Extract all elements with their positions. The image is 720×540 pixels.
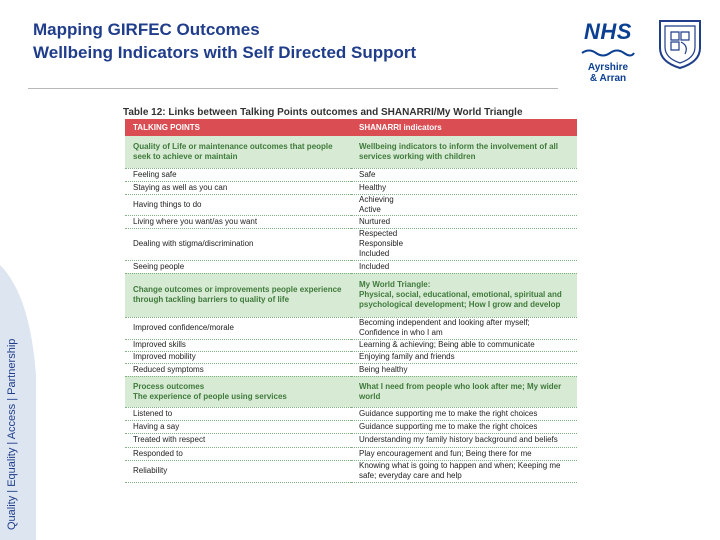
shanarri-cell: Healthy xyxy=(351,181,577,194)
shanarri-cell: Wellbeing indicators to inform the involvement of all services working with children xyxy=(351,136,577,168)
table-row xyxy=(125,447,577,460)
shanarri-cell: My World Triangle: Physical, social, educational, emotional, spiritual and psychological development; How I grow and develop xyxy=(351,273,577,317)
talking-points-cell: Process outcomes The experience of people using services xyxy=(125,376,351,407)
table-row xyxy=(125,194,577,215)
table-row xyxy=(125,376,577,407)
shanarri-cell: Nurtured xyxy=(351,215,577,228)
table-row xyxy=(125,363,577,376)
shanarri-cell: Knowing what is going to happen and when; Keeping me safe; everyday care and help xyxy=(351,460,577,482)
shanarri-cell: Understanding my family history background and beliefs xyxy=(351,433,577,447)
table-row xyxy=(125,339,577,351)
sidebar-tagline: Quality | Equality | Access | Partnership xyxy=(6,338,18,530)
talking-points-cell: Dealing with stigma/discrimination xyxy=(125,228,351,260)
nhs-wordmark: NHS xyxy=(584,19,632,44)
shanarri-cell: Learning & achieving; Being able to communicate xyxy=(351,339,577,351)
header-talking-points: TALKING POINTS xyxy=(125,119,351,136)
shanarri-cell: Respected Responsible Included xyxy=(351,228,577,260)
table-row xyxy=(125,136,577,168)
header-shanarri: SHANARRI indicators xyxy=(351,119,577,136)
talking-points-cell: Reliability xyxy=(125,460,351,482)
talking-points-cell: Quality of Life or maintenance outcomes that people seek to achieve or maintain xyxy=(125,136,351,168)
table-row xyxy=(125,273,577,317)
table-row xyxy=(125,407,577,420)
talking-points-cell: Feeling safe xyxy=(125,168,351,181)
talking-points-cell: Improved skills xyxy=(125,339,351,351)
shanarri-cell: Becoming independent and looking after myself; Confidence in who I am xyxy=(351,317,577,339)
title-line-2: Wellbeing Indicators with Self Directed Support xyxy=(33,43,417,62)
table-row xyxy=(125,351,577,363)
table-row xyxy=(125,420,577,433)
shanarri-cell: Being healthy xyxy=(351,363,577,376)
talking-points-cell: Responded to xyxy=(125,447,351,460)
shanarri-cell: Guidance supporting me to make the right choices xyxy=(351,407,577,420)
shanarri-cell: Included xyxy=(351,260,577,273)
table-row xyxy=(125,181,577,194)
talking-points-cell: Reduced symptoms xyxy=(125,363,351,376)
talking-points-cell: Having a say xyxy=(125,420,351,433)
talking-points-cell: Having things to do xyxy=(125,194,351,215)
talking-points-cell: Improved confidence/morale xyxy=(125,317,351,339)
table-row xyxy=(125,168,577,181)
table-row xyxy=(125,433,577,447)
table-row xyxy=(125,460,577,482)
shanarri-cell: Achieving Active xyxy=(351,194,577,215)
talking-points-cell: Change outcomes or improvements people experience through tackling barriers to quality of life xyxy=(125,273,351,317)
talking-points-cell: Staying as well as you can xyxy=(125,181,351,194)
title-line-1: Mapping GIRFEC Outcomes xyxy=(33,20,260,39)
shanarri-cell: Enjoying family and friends xyxy=(351,351,577,363)
table-row xyxy=(125,317,577,339)
title-divider xyxy=(28,88,558,89)
talking-points-cell: Treated with respect xyxy=(125,433,351,447)
talking-points-cell: Seeing people xyxy=(125,260,351,273)
table-row xyxy=(125,260,577,273)
talking-points-cell: Improved mobility xyxy=(125,351,351,363)
crest-icon xyxy=(657,18,703,70)
talking-points-cell: Living where you want/as you want xyxy=(125,215,351,228)
wave-icon xyxy=(580,47,636,57)
talking-points-cell: Listened to xyxy=(125,407,351,420)
slide-title xyxy=(33,18,416,64)
table-caption: Table 12: Links between Talking Points outcomes and SHANARRI/My World Triangle xyxy=(123,107,523,118)
shanarri-cell: Guidance supporting me to make the right choices xyxy=(351,420,577,433)
table-header-row xyxy=(125,119,577,136)
table-row xyxy=(125,215,577,228)
nhs-sub-2: & Arran xyxy=(589,73,627,84)
nhs-logo xyxy=(580,20,636,84)
shanarri-cell: Safe xyxy=(351,168,577,181)
nhs-sub-1: Ayrshire xyxy=(587,62,629,73)
table-row xyxy=(125,228,577,260)
shanarri-cell: Play encouragement and fun; Being there for me xyxy=(351,447,577,460)
links-table xyxy=(125,119,577,483)
shanarri-cell: What I need from people who look after me; My wider world xyxy=(351,376,577,407)
